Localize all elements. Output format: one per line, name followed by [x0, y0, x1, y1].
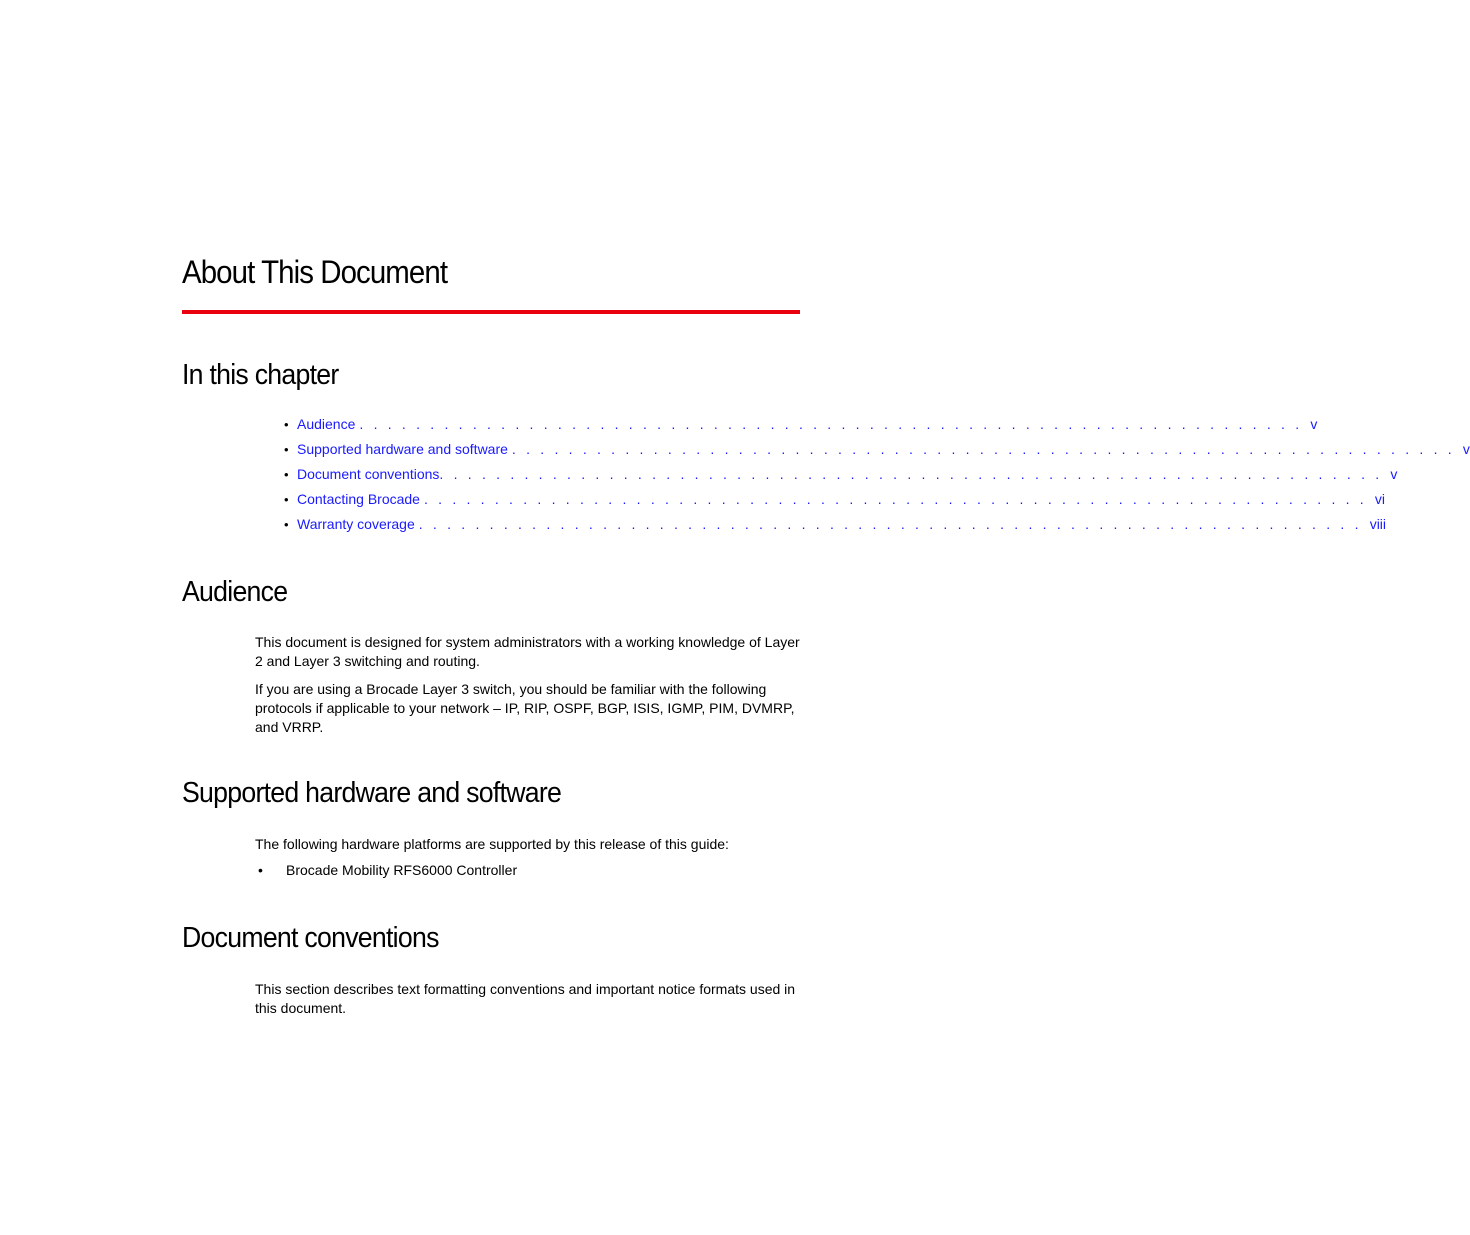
list-bullet: •: [258, 862, 263, 878]
audience-paragraph-1: This document is designed for system administrators with a working knowledge of Layer 2 and Layer 3 switching and routing.: [255, 634, 800, 669]
supported-platform-list: [255, 862, 517, 878]
toc-link-label[interactable]: Warranty coverage: [297, 516, 415, 532]
toc-item-supported-hardware[interactable]: [284, 441, 1470, 466]
toc-item-contacting-brocade[interactable]: [284, 491, 1386, 516]
toc-leader-dots: . . . . . . . . . . . . . . . . . . . . . . . . . . . . . . . . . . . . . . . . . . . . . . . . . . . . . . . . . . . . . . . . . . .: [439, 466, 1383, 482]
list-item: [255, 862, 517, 878]
conventions-paragraph: This section describes text formatting conventions and important notice formats used in this document.: [255, 981, 796, 1016]
toc-item-document-conventions[interactable]: [284, 466, 1398, 491]
title-rule: [182, 310, 800, 314]
toc-bullet: •: [284, 442, 289, 457]
toc-page-number[interactable]: v: [1310, 416, 1318, 432]
toc-item-warranty-coverage[interactable]: [284, 516, 1387, 541]
toc-leader-dots: . . . . . . . . . . . . . . . . . . . . . . . . . . . . . . . . . . . . . . . . . . . . . . . . . . . . . . . . . . . . . . . . . . .: [423, 491, 1367, 507]
list-item-text: Brocade Mobility RFS6000 Controller: [286, 862, 518, 878]
chapter-toc: [284, 416, 1470, 541]
toc-leader-dots: . . . . . . . . . . . . . . . . . . . . . . . . . . . . . . . . . . . . . . . . . . . . . . . . . . . . . . . . . . . . . . . . . . .: [511, 441, 1455, 457]
toc-bullet: •: [284, 467, 289, 482]
audience-heading: Audience: [182, 576, 288, 608]
toc-leader-dots: . . . . . . . . . . . . . . . . . . . . . . . . . . . . . . . . . . . . . . . . . . . . . . . . . . . . . . . . . . . . . . . . . . .: [359, 416, 1303, 432]
toc-page-number[interactable]: v: [1390, 466, 1398, 482]
toc-link-label[interactable]: Document conventions: [297, 466, 440, 482]
audience-paragraph-2: If you are using a Brocade Layer 3 switch, you should be familiar with the following protocols if applicable to your network – IP, RIP, OSPF, BGP, ISIS, IGMP, PIM, DVMRP, and VRRP.: [255, 681, 795, 735]
toc-link-label[interactable]: Supported hardware and software: [297, 441, 508, 457]
toc-leader-dots: . . . . . . . . . . . . . . . . . . . . . . . . . . . . . . . . . . . . . . . . . . . . . . . . . . . . . . . . . . . . . . . . . . .: [418, 516, 1362, 532]
document-conventions-heading: Document conventions: [182, 922, 439, 954]
toc-item-audience[interactable]: [284, 416, 1318, 441]
toc-link-label[interactable]: Contacting Brocade: [297, 491, 420, 507]
toc-bullet: •: [284, 492, 289, 507]
in-this-chapter-heading: In this chapter: [182, 359, 339, 391]
supported-hardware-heading: Supported hardware and software: [182, 777, 562, 809]
chapter-title: About This Document: [182, 254, 448, 290]
toc-link-label[interactable]: Audience: [297, 416, 356, 432]
toc-bullet: •: [284, 417, 289, 432]
toc-bullet: •: [284, 517, 289, 532]
toc-page-number[interactable]: vi: [1374, 491, 1386, 507]
supported-paragraph: The following hardware platforms are supported by this release of this guide:: [255, 836, 729, 852]
toc-page-number[interactable]: v: [1462, 441, 1470, 457]
toc-page-number[interactable]: viii: [1369, 516, 1387, 532]
